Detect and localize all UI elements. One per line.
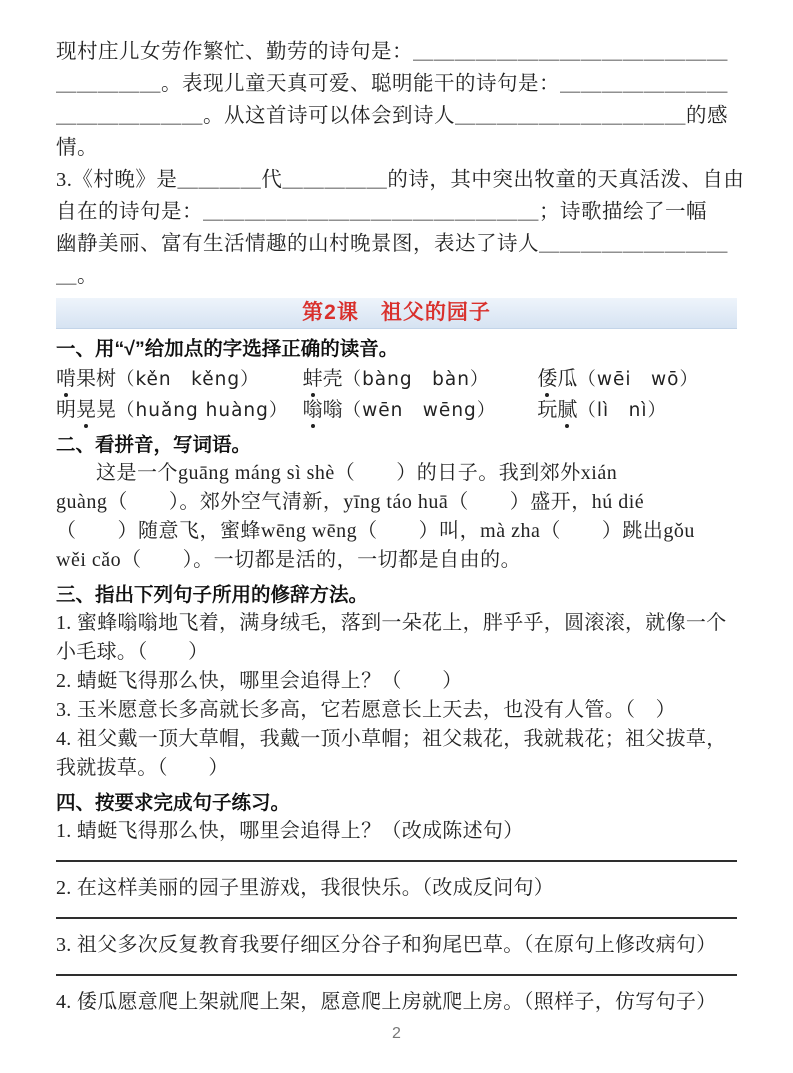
sentence-exercise: 3. 祖父多次反复教育我要仔细区分谷子和狗尾巴草。（在原句上修改病句） — [56, 934, 717, 956]
reading-word: 啃果树 — [56, 368, 116, 390]
sentence-exercise: 2. 在这样美丽的园子里游戏，我很快乐。（改成反问句） — [56, 877, 555, 899]
pinyin-choices: （wēn wēng） — [342, 400, 497, 421]
fill-blank-line: 情。 — [56, 137, 98, 159]
section-heading-1: 一、用“√”给加点的字选择正确的读音。 — [56, 338, 399, 360]
reading-choice-item — [56, 365, 303, 394]
dotted-char: 晃 — [76, 396, 96, 425]
dotted-char: 腻 — [557, 396, 577, 425]
lesson-title: 第2课 祖父的园子 — [302, 301, 491, 324]
rhetoric-sentence: 4. 祖父戴一顶大草帽，我戴一顶小草帽；祖父栽花，我就栽花；祖父拔草，我就拔草。（ ） — [56, 728, 727, 779]
sentence-exercise: 4. 倭瓜愿意爬上架就爬上架，愿意爬上房就爬上房。（照样子，仿写句子） — [56, 991, 717, 1013]
reading-word: 玩腻 — [537, 399, 577, 421]
dotted-char: 嗡 — [303, 396, 323, 425]
section-heading-4: 四、按要求完成句子练习。 — [56, 792, 291, 814]
answer-blank-line — [56, 860, 737, 862]
answer-blank-line — [56, 974, 737, 976]
sentence-exercise-list — [56, 817, 737, 1017]
pinyin-choices: （wēi wō） — [577, 369, 699, 390]
reading-word: 嗡嗡 — [303, 399, 343, 421]
pinyin-paragraph — [56, 459, 737, 575]
section-heading-3: 三、指出下列句子所用的修辞方法。 — [56, 584, 369, 606]
fill-blank-line: 自在的诗句是：＿＿＿＿＿＿＿＿＿＿＿＿＿＿＿＿；诗歌描绘了一幅 — [56, 201, 707, 223]
answer-blank-line — [56, 917, 737, 919]
page-number: 2 — [392, 1025, 401, 1042]
rhetoric-sentence: 2. 蜻蜓飞得那么快，哪里会追得上？（ ） — [56, 670, 463, 692]
pinyin-choices: （huǎng huàng） — [116, 400, 289, 421]
reading-choice-item — [303, 365, 538, 394]
reading-choice-item — [537, 365, 737, 394]
fill-blank-line: ＿＿＿＿＿。表现儿童天真可爱、聪明能干的诗句是：＿＿＿＿＿＿＿＿ — [56, 73, 728, 95]
pinyin-fill-line: wěi cǎo（ ）。一切都是活的，一切都是自由的。 — [56, 549, 522, 571]
rhetoric-list — [56, 609, 737, 783]
reading-word: 蚌壳 — [303, 368, 343, 390]
pinyin-fill-line: （ ）随意飞，蜜蜂wēng wēng（ ）叫，mà zha（ ）跳出gǒu — [56, 520, 695, 542]
pinyin-choices: （kěn kěng） — [116, 369, 260, 390]
reading-choices-grid — [56, 365, 737, 425]
fill-blank-line: 3.《村晚》是＿＿＿＿代＿＿＿＿＿的诗，其中突出牧童的天真活泼、自由 — [56, 169, 745, 191]
fill-blank-line: ＿。 — [56, 265, 98, 287]
reading-choice-item — [303, 396, 538, 425]
fill-blank-line: ＿＿＿＿＿＿＿。从这首诗可以体会到诗人＿＿＿＿＿＿＿＿＿＿＿的感 — [56, 105, 728, 127]
fill-blank-line: 现村庄儿女劳作繁忙、勤劳的诗句是：＿＿＿＿＿＿＿＿＿＿＿＿＿＿＿ — [56, 41, 728, 63]
section-heading-2: 二、看拼音，写词语。 — [56, 434, 252, 456]
intro-fill-blank-block — [56, 36, 745, 292]
reading-choice-item — [56, 396, 303, 425]
fill-blank-line: 幽静美丽、富有生活情趣的山村晚景图，表达了诗人＿＿＿＿＿＿＿＿＿ — [56, 233, 728, 255]
rhetoric-sentence: 3. 玉米愿意长多高就长多高，它若愿意长上天去，也没有人管。（ ） — [56, 699, 676, 721]
rhetoric-sentence: 1. 蜜蜂嗡嗡地飞着，满身绒毛，落到一朵花上，胖乎乎，圆滚滚，就像一个小毛球。（ ） — [56, 612, 727, 663]
dotted-char: 啃 — [56, 365, 76, 394]
pinyin-fill-line: guàng（ ）。郊外空气清新，yīng táo huā（ ）盛开，hú dié — [56, 491, 645, 513]
pinyin-fill-line: 这是一个guāng máng sì shè（ ）的日子。我到郊外xián — [96, 462, 618, 484]
dotted-char: 倭 — [537, 365, 557, 394]
reading-word: 倭瓜 — [537, 368, 577, 390]
pinyin-choices: （bàng bàn） — [342, 369, 490, 390]
dotted-char: 蚌 — [303, 365, 323, 394]
pinyin-choices: （lì nì） — [577, 400, 668, 421]
reading-choice-item — [537, 396, 737, 425]
reading-word: 明晃晃 — [56, 399, 116, 421]
lesson-title-banner — [56, 298, 737, 329]
sentence-exercise: 1. 蜻蜓飞得那么快，哪里会追得上？（改成陈述句） — [56, 820, 524, 842]
